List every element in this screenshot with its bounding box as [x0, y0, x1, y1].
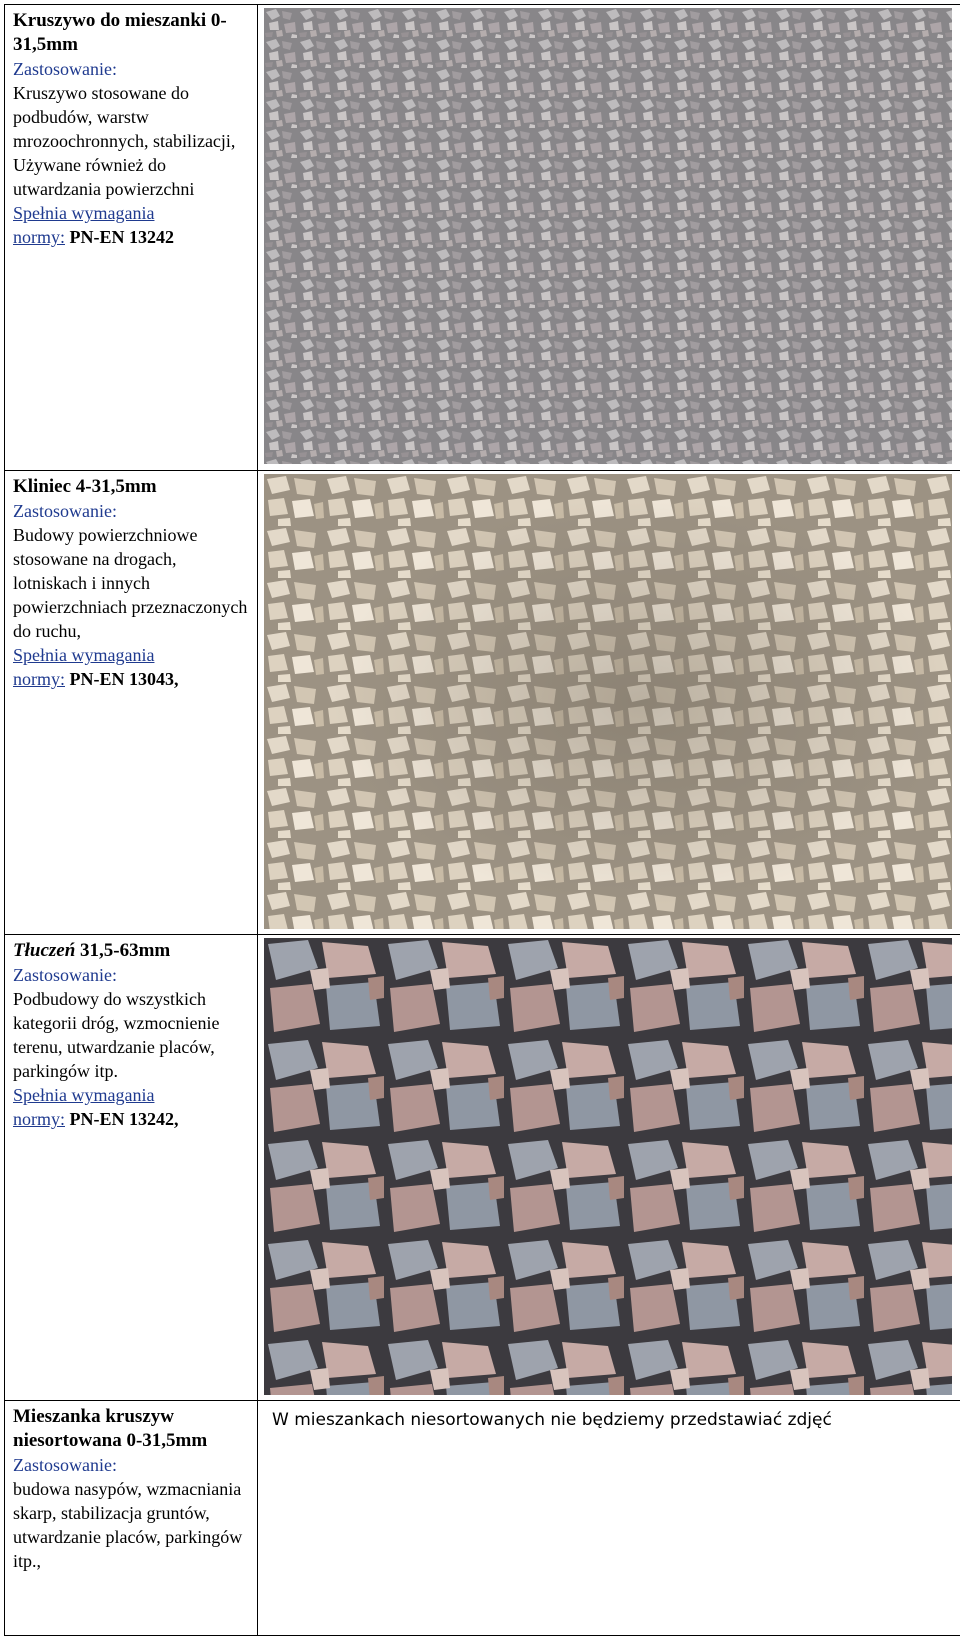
product-photo-cell: [258, 5, 960, 471]
norm-label-line2: normy:: [13, 669, 65, 689]
norm-line: [13, 1107, 249, 1131]
product-photo-cell: [258, 471, 960, 935]
product-title-rest: 31,5-63mm: [75, 940, 170, 961]
application-text: Budowy powierzchniowe stosowane na drogach, lotniskach i innych powierzchniach przeznaczonych do ruchu,: [13, 523, 249, 643]
crushed-stone-photo: [264, 938, 952, 1395]
norm-line: [13, 667, 249, 691]
product-description-cell: [5, 5, 258, 471]
product-photo-cell: [258, 935, 960, 1401]
norm-label-line2: normy:: [13, 1109, 65, 1129]
document-page: [4, 4, 959, 1620]
norm-label-line1: Spełnia wymagania: [13, 201, 249, 225]
note-cell: [258, 1401, 960, 1636]
norm-value: PN-EN 13242: [70, 227, 175, 247]
norm-line: [13, 225, 249, 249]
application-text: Kruszywo stosowane do podbudów, warstw mrozoochronnych, stabilizacji, Używane również do utwardzania powierzchni: [13, 81, 249, 201]
no-photo-note: W mieszankach niesortowanych nie będziemy przedstawiać zdjęć: [264, 1404, 960, 1432]
norm-value: PN-EN 13043,: [70, 669, 179, 689]
application-text: budowa nasypów, wzmacniania skarp, stabilizacja gruntów, utwardzanie placów, parkingów itp.,: [13, 1477, 249, 1573]
product-title: Mieszanka kruszyw niesortowana 0-31,5mm: [13, 1405, 249, 1453]
table-row: [5, 935, 960, 1401]
aggregate-photo: [264, 474, 952, 929]
norm-label-line1: Spełnia wymagania: [13, 1083, 249, 1107]
products-table: [4, 4, 960, 1636]
product-title: [13, 939, 249, 963]
application-label: Zastosowanie:: [13, 499, 249, 523]
product-description-cell: [5, 935, 258, 1401]
application-label: Zastosowanie:: [13, 963, 249, 987]
product-title-italic: Tłuczeń: [13, 940, 75, 961]
norm-label-line2: normy:: [13, 227, 65, 247]
application-text: Podbudowy do wszystkich kategorii dróg, wzmocnienie terenu, utwardzanie placów, parkingów itp.: [13, 987, 249, 1083]
product-title: Kruszywo do mieszanki 0-31,5mm: [13, 9, 249, 57]
norm-value: PN-EN 13242,: [70, 1109, 179, 1129]
table-row: [5, 471, 960, 935]
application-label: Zastosowanie:: [13, 57, 249, 81]
application-label: Zastosowanie:: [13, 1453, 249, 1477]
crushed-aggregate-photo: [264, 8, 952, 464]
table-row: [5, 5, 960, 471]
product-title: Kliniec 4-31,5mm: [13, 475, 249, 499]
product-description-cell: [5, 471, 258, 935]
table-row: [5, 1401, 960, 1636]
norm-label-line1: Spełnia wymagania: [13, 643, 249, 667]
product-description-cell: [5, 1401, 258, 1636]
